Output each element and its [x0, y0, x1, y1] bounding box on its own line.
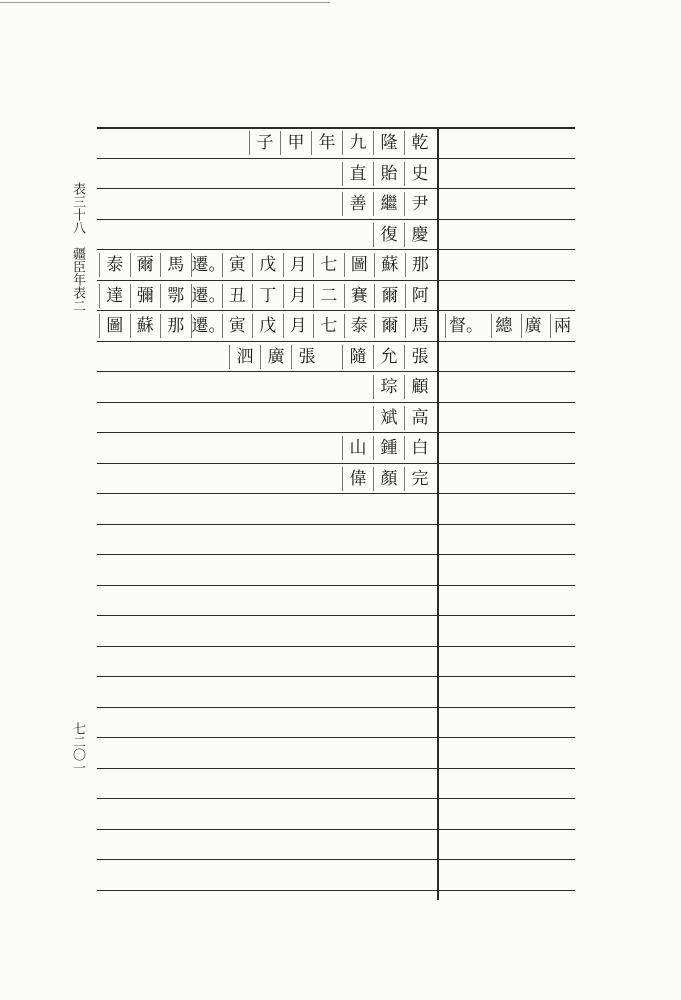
table-cell: 蘇 — [130, 314, 161, 338]
table-rule — [97, 615, 575, 616]
table-cell: 七 — [313, 314, 344, 338]
table-cell: 年 — [311, 131, 342, 155]
table-rule — [97, 890, 575, 891]
table-cell: 顧 — [404, 375, 435, 399]
table-cell: 善 — [342, 192, 373, 216]
table-cell: 七 — [313, 253, 344, 277]
table-cell: 繼 — [373, 192, 404, 216]
table-cell: 月 — [283, 284, 314, 308]
table-cell: 偉 — [342, 467, 373, 491]
table-cell: 遷。 — [191, 255, 226, 275]
table-cell: 貽 — [373, 162, 404, 186]
table-row — [99, 189, 435, 219]
table-cell: 斌 — [373, 406, 404, 430]
side-cell: 督。 — [445, 314, 483, 338]
column-divider — [437, 127, 439, 900]
table-cell: 圖 — [344, 253, 375, 277]
table-cell: 琮 — [373, 375, 404, 399]
table-cell: 直 — [342, 162, 373, 186]
table-cell: 月 — [283, 314, 314, 338]
table-cell: 蘇 — [374, 253, 405, 277]
table-cell: 丑 — [222, 284, 253, 308]
table-cell: 允 — [373, 345, 404, 369]
table-cell: 馬 — [405, 314, 436, 338]
table-cell: 那 — [405, 253, 436, 277]
table-cell: 那 — [160, 314, 191, 338]
table-cell: 爾 — [374, 314, 405, 338]
margin-title: 表三十八 疆臣年表二 — [70, 182, 85, 312]
table-cell: 鄂 — [160, 284, 191, 308]
table-cell: 寅 — [222, 253, 253, 277]
table-rule — [97, 829, 575, 830]
table-row — [99, 250, 435, 280]
table-cell: 月 — [283, 253, 314, 277]
table-rule — [97, 737, 575, 738]
table-cell: 完 — [404, 467, 435, 491]
table-cell: 達 — [99, 284, 130, 308]
table-cell: 二 — [313, 284, 344, 308]
table-row — [99, 220, 435, 250]
table-cell: 張 — [404, 345, 435, 369]
table-cell: 遷。 — [191, 286, 226, 306]
table-row — [99, 342, 435, 372]
table-cell: 爾 — [374, 284, 405, 308]
table-rule — [97, 554, 575, 555]
table-cell: 爾 — [130, 253, 161, 277]
table-row — [99, 281, 435, 311]
side-cell: 兩 — [550, 314, 571, 338]
table-row — [99, 159, 435, 189]
table-cell: 隆 — [373, 131, 404, 155]
table-cell: 廣 — [260, 345, 291, 369]
table-rule — [97, 798, 575, 799]
table-cell: 尹 — [404, 192, 435, 216]
table-rule — [97, 768, 575, 769]
table-cell: 史 — [404, 162, 435, 186]
table-cell: 慶 — [404, 223, 435, 247]
table-row — [99, 128, 435, 158]
table-cell: 顏 — [373, 467, 404, 491]
table-cell: 高 — [404, 406, 435, 430]
table-cell: 馬 — [160, 253, 191, 277]
table-rule — [97, 707, 575, 708]
scan-top-edge — [0, 2, 330, 3]
page-number: 七二〇一 — [70, 722, 85, 774]
side-cell: 廣 — [521, 314, 542, 338]
table-rule — [97, 676, 575, 677]
table-cell: 乾 — [404, 131, 435, 155]
table-rule — [97, 646, 575, 647]
table-cell: 九 — [342, 131, 373, 155]
table-cell: 泰 — [344, 314, 375, 338]
table-cell: 遷。 — [191, 316, 226, 336]
table-row — [99, 403, 435, 433]
table-cell: 子 — [249, 131, 280, 155]
table-cell: 阿 — [405, 284, 436, 308]
table-cell: 泰 — [99, 253, 130, 277]
table-cell: 隨 — [342, 345, 373, 369]
table-cell: 泗 — [229, 345, 260, 369]
table-row — [99, 311, 435, 341]
table-rule — [97, 585, 575, 586]
table-row — [99, 372, 435, 402]
table-row — [99, 433, 435, 463]
table-cell: 戊 — [252, 314, 283, 338]
table-cell: 丁 — [252, 284, 283, 308]
table-cell: 山 — [342, 436, 373, 460]
table-cell: 寅 — [222, 314, 253, 338]
table-cell: 賽 — [344, 284, 375, 308]
table-cell: 鍾 — [373, 436, 404, 460]
table-cell: 圖 — [99, 314, 130, 338]
table-cell: 張 — [291, 345, 322, 369]
table-cell: 彌 — [130, 284, 161, 308]
table-row — [99, 464, 435, 494]
table-cell: 甲 — [280, 131, 311, 155]
side-column-entry — [441, 311, 575, 341]
side-cell: 總 — [491, 314, 512, 338]
table-rule — [97, 859, 575, 860]
table-rule — [97, 524, 575, 525]
table-cell: 戊 — [252, 253, 283, 277]
table-cell: 復 — [373, 223, 404, 247]
table-cell: 白 — [404, 436, 435, 460]
